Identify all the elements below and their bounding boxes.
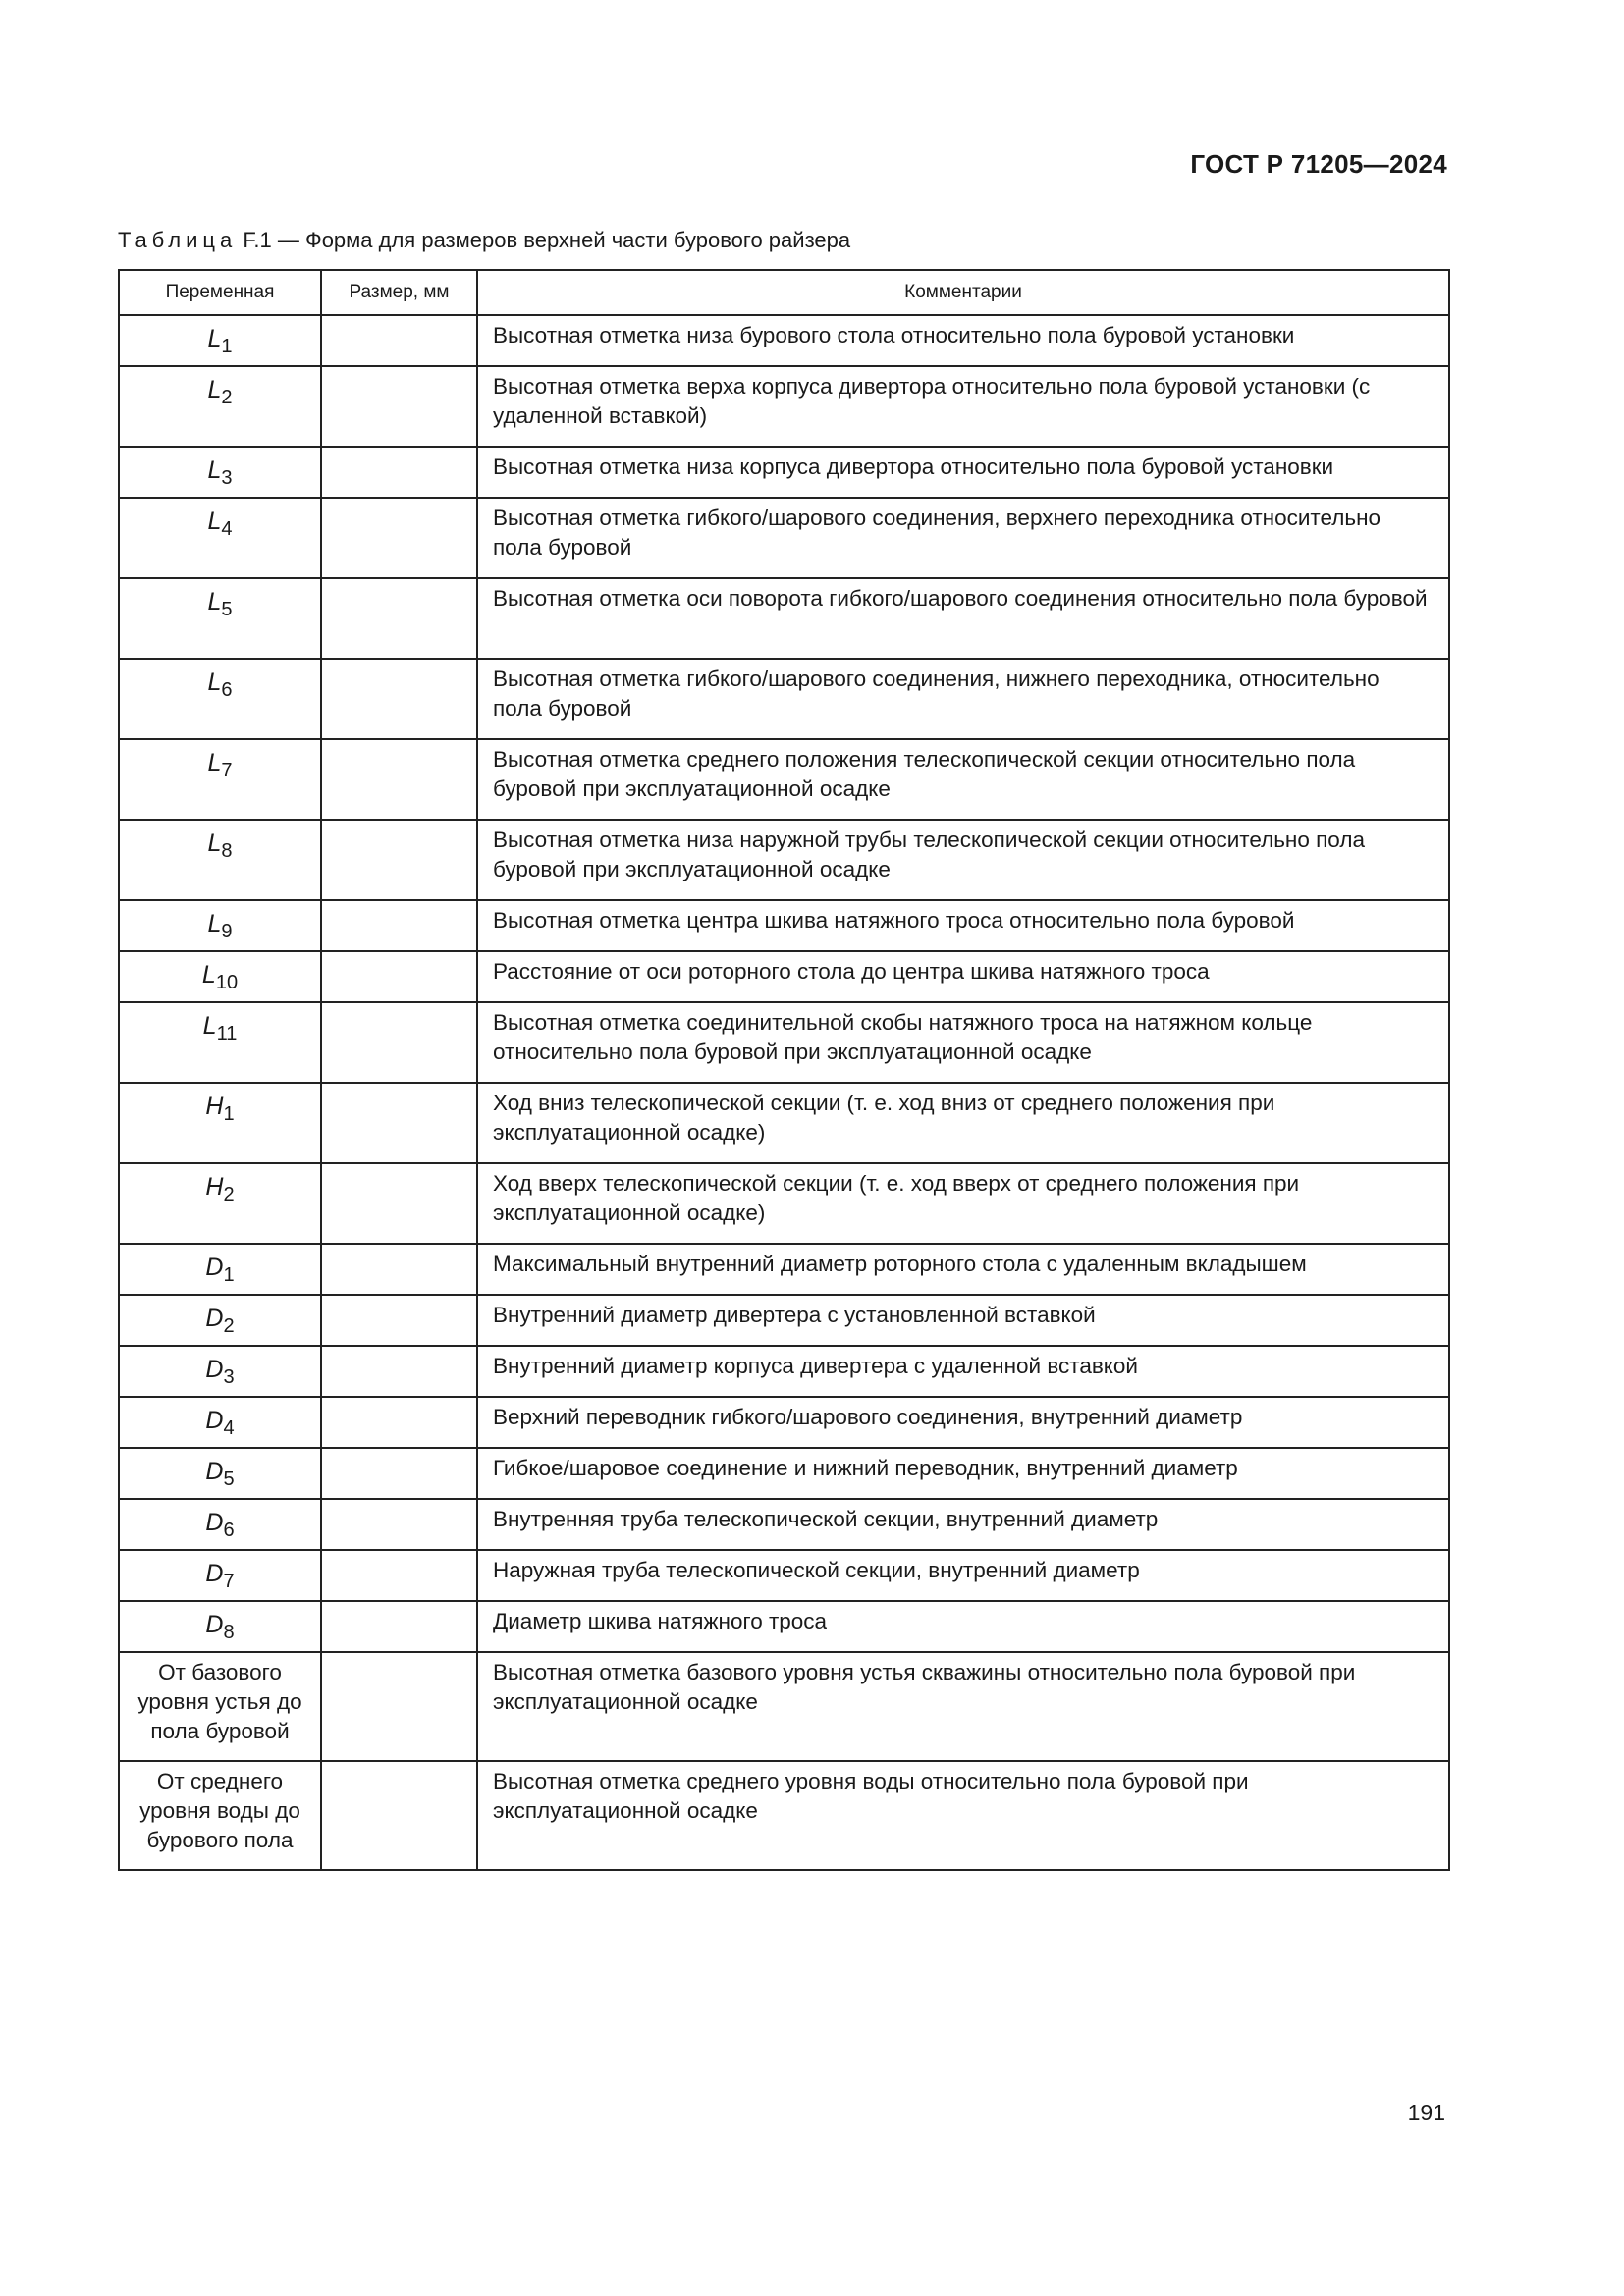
- comment-cell: Верхний переводник гибкого/шарового соединения, внутренний диаметр: [477, 1397, 1449, 1448]
- table-row: [119, 498, 1449, 578]
- comment-cell: Высотная отметка соединительной скобы натяжного троса на натяжном кольце относительно пола буровой при эксплуатационной осадке: [477, 1002, 1449, 1083]
- table-row: [119, 900, 1449, 951]
- comment-cell: Максимальный внутренний диаметр роторного стола с удаленным вкладышем: [477, 1244, 1449, 1295]
- variable-symbol: L: [202, 1012, 217, 1040]
- table-row: [119, 1295, 1449, 1346]
- variable-symbol: H: [205, 1173, 224, 1201]
- header-size: Размер, мм: [321, 270, 477, 315]
- size-cell: [321, 1448, 477, 1499]
- variable-cell: [119, 820, 321, 900]
- variable-subscript: 4: [221, 518, 233, 540]
- variable-symbol: L: [207, 456, 222, 484]
- variable-cell: [119, 1083, 321, 1163]
- variable-cell: [119, 578, 321, 659]
- size-cell: [321, 739, 477, 820]
- variable-cell: [119, 498, 321, 578]
- comment-cell: Высотная отметка среднего положения телескопической секции относительно пола буровой при эксплуатационной осадке: [477, 739, 1449, 820]
- size-cell: [321, 1163, 477, 1244]
- comment-cell: Высотная отметка гибкого/шарового соединения, верхнего переходника относительно пола буровой: [477, 498, 1449, 578]
- size-cell: [321, 315, 477, 366]
- table-row: [119, 1397, 1449, 1448]
- table-row: [119, 1083, 1449, 1163]
- variable-cell: [119, 1244, 321, 1295]
- caption-label: Таблица: [118, 228, 238, 252]
- comment-cell: Высотная отметка среднего уровня воды относительно пола буровой при эксплуатационной осадке: [477, 1761, 1449, 1870]
- table-row: [119, 820, 1449, 900]
- size-cell: [321, 1499, 477, 1550]
- variable-subscript: 11: [216, 1023, 238, 1044]
- size-cell: [321, 366, 477, 447]
- table-row: [119, 739, 1449, 820]
- variable-subscript: 3: [221, 467, 233, 489]
- variable-cell: [119, 1550, 321, 1601]
- size-cell: [321, 447, 477, 498]
- variable-symbol: L: [207, 507, 222, 535]
- table-row: [119, 447, 1449, 498]
- size-cell: [321, 1244, 477, 1295]
- variable-subscript: 9: [221, 921, 233, 942]
- comment-cell: Высотная отметка верха корпуса дивертора относительно пола буровой установки (с удаленной вставкой): [477, 366, 1449, 447]
- variable-cell: От среднего уровня воды до бурового пола: [119, 1761, 321, 1870]
- size-cell: [321, 578, 477, 659]
- comment-cell: Внутренний диаметр корпуса дивертера с удаленной вставкой: [477, 1346, 1449, 1397]
- table-row: [119, 578, 1449, 659]
- variable-cell: [119, 739, 321, 820]
- size-cell: [321, 1652, 477, 1761]
- variable-subscript: 8: [221, 840, 233, 862]
- comment-cell: Высотная отметка центра шкива натяжного троса относительно пола буровой: [477, 900, 1449, 951]
- comment-cell: Внутренний диаметр дивертера с установленной вставкой: [477, 1295, 1449, 1346]
- table-row: [119, 1002, 1449, 1083]
- variable-subscript: 1: [223, 1264, 235, 1286]
- page-number: 191: [1407, 2100, 1445, 2125]
- variable-cell: [119, 366, 321, 447]
- variable-subscript: 6: [221, 679, 233, 701]
- variable-subscript: 10: [215, 972, 239, 993]
- table-row: [119, 1601, 1449, 1652]
- comment-cell: Ход вниз телескопической секции (т. е. ход вниз от среднего положения при эксплуатационной осадке): [477, 1083, 1449, 1163]
- comment-cell: Внутренняя труба телескопической секции, внутренний диаметр: [477, 1499, 1449, 1550]
- size-cell: [321, 1397, 477, 1448]
- variable-cell: [119, 315, 321, 366]
- table-row: [119, 659, 1449, 739]
- variable-symbol: H: [205, 1093, 224, 1120]
- dimensions-table: [118, 269, 1450, 1871]
- table-row: [119, 951, 1449, 1002]
- variable-symbol: D: [205, 1356, 224, 1383]
- table-row: [119, 1346, 1449, 1397]
- variable-symbol: D: [205, 1407, 224, 1434]
- variable-symbol: L: [201, 961, 216, 988]
- size-cell: [321, 498, 477, 578]
- variable-symbol: L: [207, 325, 222, 352]
- variable-symbol: D: [205, 1458, 224, 1485]
- variable-subscript: 2: [221, 387, 233, 408]
- table-row: [119, 1499, 1449, 1550]
- size-cell: [321, 1550, 477, 1601]
- variable-symbol: D: [205, 1509, 224, 1536]
- variable-cell: От базового уровня устья до пола буровой: [119, 1652, 321, 1761]
- variable-subscript: 6: [223, 1520, 235, 1541]
- comment-cell: Высотная отметка гибкого/шарового соединения, нижнего переходника, относительно пола буровой: [477, 659, 1449, 739]
- variable-subscript: 7: [221, 760, 233, 781]
- document-id: ГОСТ Р 71205—2024: [1190, 149, 1447, 179]
- variable-symbol: D: [205, 1254, 224, 1281]
- variable-subscript: 1: [223, 1103, 235, 1125]
- variable-cell: [119, 1163, 321, 1244]
- size-cell: [321, 820, 477, 900]
- variable-cell: [119, 1397, 321, 1448]
- table-header-row: [119, 270, 1449, 315]
- comment-cell: Наружная труба телескопической секции, внутренний диаметр: [477, 1550, 1449, 1601]
- header-comments: Комментарии: [477, 270, 1449, 315]
- variable-subscript: 8: [223, 1622, 235, 1643]
- variable-cell: [119, 447, 321, 498]
- table-row: [119, 315, 1449, 366]
- variable-symbol: D: [205, 1305, 224, 1332]
- variable-subscript: 5: [221, 599, 233, 620]
- comment-cell: Высотная отметка базового уровня устья скважины относительно пола буровой при эксплуатационной осадке: [477, 1652, 1449, 1761]
- variable-symbol: D: [205, 1560, 224, 1587]
- header-variable: Переменная: [119, 270, 321, 315]
- table-row: [119, 1448, 1449, 1499]
- comment-cell: Ход вверх телескопической секции (т. е. ход вверх от среднего положения при эксплуатационной осадке): [477, 1163, 1449, 1244]
- table-row: [119, 1550, 1449, 1601]
- size-cell: [321, 1083, 477, 1163]
- variable-cell: [119, 1295, 321, 1346]
- comment-cell: Высотная отметка низа бурового стола относительно пола буровой установки: [477, 315, 1449, 366]
- table-caption: [118, 228, 850, 253]
- comment-cell: Высотная отметка оси поворота гибкого/шарового соединения относительно пола буровой: [477, 578, 1449, 659]
- variable-subscript: 2: [223, 1184, 235, 1205]
- table-row: [119, 1244, 1449, 1295]
- variable-symbol: L: [207, 588, 222, 615]
- comment-cell: Расстояние от оси роторного стола до центра шкива натяжного троса: [477, 951, 1449, 1002]
- comment-cell: Диаметр шкива натяжного троса: [477, 1601, 1449, 1652]
- size-cell: [321, 659, 477, 739]
- variable-subscript: 1: [221, 336, 233, 357]
- caption-text: F.1 — Форма для размеров верхней части бурового райзера: [243, 228, 851, 252]
- table-row: [119, 1163, 1449, 1244]
- table-row: [119, 1652, 1449, 1761]
- variable-subscript: 2: [223, 1315, 235, 1337]
- size-cell: [321, 900, 477, 951]
- size-cell: [321, 1346, 477, 1397]
- variable-cell: [119, 1346, 321, 1397]
- variable-symbol: D: [205, 1611, 224, 1638]
- variable-cell: [119, 1448, 321, 1499]
- variable-cell: [119, 1601, 321, 1652]
- variable-symbol: L: [207, 668, 222, 696]
- size-cell: [321, 951, 477, 1002]
- comment-cell: Высотная отметка низа корпуса дивертора относительно пола буровой установки: [477, 447, 1449, 498]
- comment-cell: Гибкое/шаровое соединение и нижний переводник, внутренний диаметр: [477, 1448, 1449, 1499]
- variable-cell: [119, 1002, 321, 1083]
- comment-cell: Высотная отметка низа наружной трубы телескопической секции относительно пола буровой при эксплуатационной осадке: [477, 820, 1449, 900]
- variable-symbol: L: [207, 829, 222, 857]
- variable-cell: [119, 659, 321, 739]
- variable-subscript: 3: [223, 1366, 235, 1388]
- table-row: [119, 366, 1449, 447]
- variable-cell: [119, 900, 321, 951]
- variable-symbol: L: [207, 376, 222, 403]
- size-cell: [321, 1002, 477, 1083]
- variable-symbol: L: [207, 910, 222, 937]
- variable-symbol: L: [207, 749, 222, 776]
- size-cell: [321, 1295, 477, 1346]
- size-cell: [321, 1761, 477, 1870]
- variable-cell: [119, 951, 321, 1002]
- variable-subscript: 4: [223, 1417, 235, 1439]
- variable-cell: [119, 1499, 321, 1550]
- variable-subscript: 7: [223, 1571, 235, 1592]
- table-row: [119, 1761, 1449, 1870]
- variable-subscript: 5: [223, 1468, 235, 1490]
- size-cell: [321, 1601, 477, 1652]
